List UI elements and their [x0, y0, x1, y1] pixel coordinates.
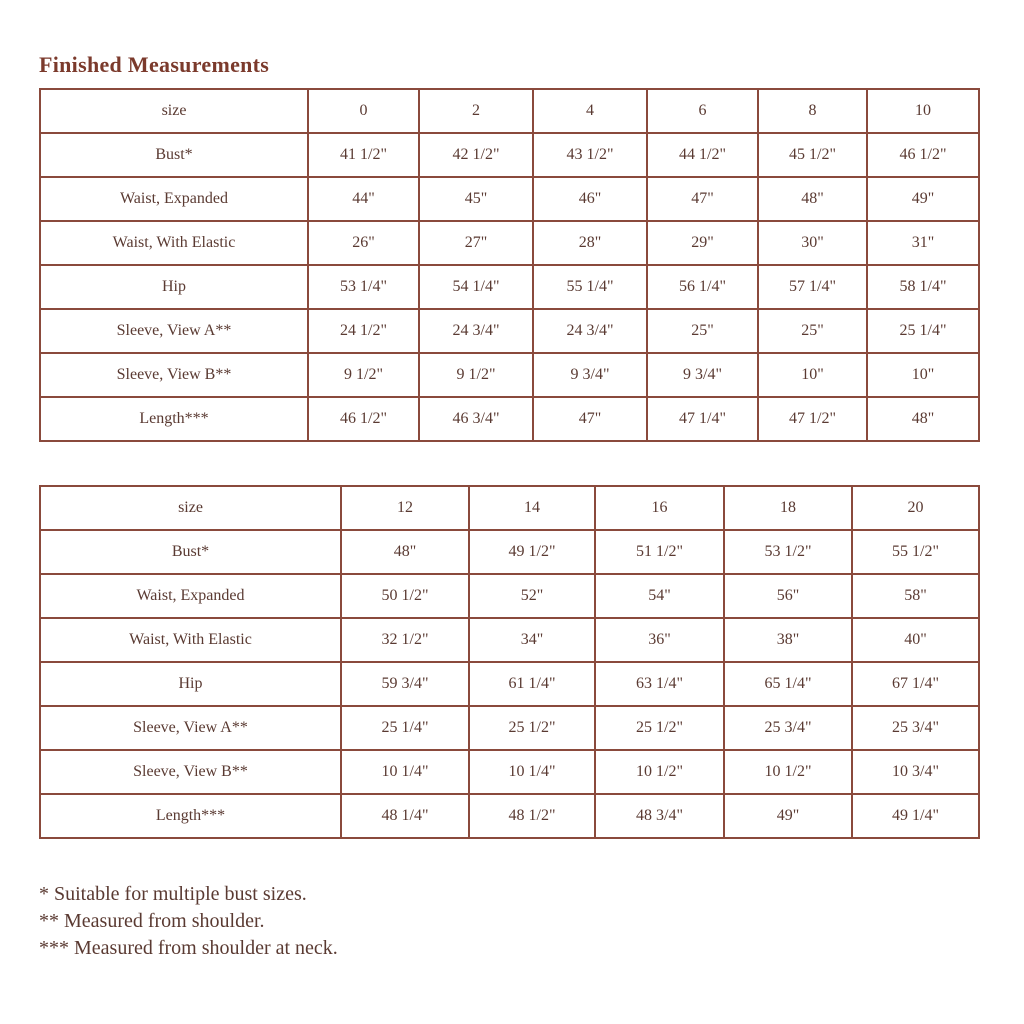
- table-row: [40, 265, 979, 309]
- measurements-table-2: [39, 485, 980, 839]
- table-row: [40, 530, 979, 574]
- measurement-value-cell: 48": [867, 397, 979, 441]
- measurement-label-cell: Sleeve, View B**: [40, 353, 308, 397]
- measurement-value-cell: 38": [724, 618, 852, 662]
- measurements-table-1: [39, 88, 980, 442]
- footnote-length: *** Measured from shoulder at neck.: [39, 937, 338, 959]
- measurement-value-cell: 47": [533, 397, 647, 441]
- measurement-value-cell: 56": [724, 574, 852, 618]
- measurement-value-cell: 32 1/2": [341, 618, 469, 662]
- measurement-value-cell: 54": [595, 574, 724, 618]
- measurement-value-cell: 24 3/4": [419, 309, 533, 353]
- measurement-value-cell: 46 1/2": [867, 133, 979, 177]
- table-header-row: [40, 486, 979, 530]
- measurement-label-cell: Bust*: [40, 530, 341, 574]
- size-header-cell: 10: [867, 89, 979, 133]
- measurement-value-cell: 49": [724, 794, 852, 838]
- table-header-row: [40, 89, 979, 133]
- measurement-label-cell: Sleeve, View A**: [40, 706, 341, 750]
- size-header-cell: 0: [308, 89, 419, 133]
- size-header-cell: 8: [758, 89, 867, 133]
- measurement-value-cell: 25 3/4": [852, 706, 979, 750]
- measurement-value-cell: 48 1/2": [469, 794, 595, 838]
- measurement-value-cell: 25 1/2": [469, 706, 595, 750]
- size-header-cell: 2: [419, 89, 533, 133]
- measurement-label-cell: Waist, With Elastic: [40, 618, 341, 662]
- table-row: [40, 750, 979, 794]
- row-label-cell: size: [40, 486, 341, 530]
- measurement-value-cell: 58": [852, 574, 979, 618]
- measurement-value-cell: 47 1/4": [647, 397, 758, 441]
- footnotes: [39, 881, 338, 962]
- measurement-value-cell: 9 3/4": [647, 353, 758, 397]
- measurement-value-cell: 40": [852, 618, 979, 662]
- measurement-label-cell: Hip: [40, 265, 308, 309]
- measurement-label-cell: Waist, Expanded: [40, 574, 341, 618]
- measurement-value-cell: 25 3/4": [724, 706, 852, 750]
- size-header-cell: 12: [341, 486, 469, 530]
- measurement-value-cell: 26": [308, 221, 419, 265]
- size-header-cell: 18: [724, 486, 852, 530]
- measurement-value-cell: 10": [758, 353, 867, 397]
- measurement-value-cell: 27": [419, 221, 533, 265]
- measurement-value-cell: 67 1/4": [852, 662, 979, 706]
- measurement-value-cell: 45 1/2": [758, 133, 867, 177]
- measurement-value-cell: 24 1/2": [308, 309, 419, 353]
- measurement-value-cell: 41 1/2": [308, 133, 419, 177]
- table-row: [40, 574, 979, 618]
- table-row: [40, 177, 979, 221]
- measurement-value-cell: 57 1/4": [758, 265, 867, 309]
- measurement-value-cell: 31": [867, 221, 979, 265]
- measurement-value-cell: 46": [533, 177, 647, 221]
- measurement-label-cell: Sleeve, View B**: [40, 750, 341, 794]
- measurement-value-cell: 9 1/2": [419, 353, 533, 397]
- measurement-value-cell: 52": [469, 574, 595, 618]
- measurement-value-cell: 47 1/2": [758, 397, 867, 441]
- table-row: [40, 397, 979, 441]
- measurement-label-cell: Length***: [40, 794, 341, 838]
- size-header-cell: 20: [852, 486, 979, 530]
- measurement-value-cell: 25": [758, 309, 867, 353]
- measurement-value-cell: 29": [647, 221, 758, 265]
- page-title: Finished Measurements: [39, 52, 270, 77]
- measurement-value-cell: 49 1/4": [852, 794, 979, 838]
- measurement-value-cell: 25 1/2": [595, 706, 724, 750]
- measurement-value-cell: 50 1/2": [341, 574, 469, 618]
- table-row: [40, 706, 979, 750]
- measurement-value-cell: 55 1/2": [852, 530, 979, 574]
- measurement-value-cell: 25 1/4": [341, 706, 469, 750]
- measurement-label-cell: Waist, With Elastic: [40, 221, 308, 265]
- measurement-value-cell: 47": [647, 177, 758, 221]
- footnote-sleeve: ** Measured from shoulder.: [39, 910, 265, 932]
- table-row: [40, 618, 979, 662]
- measurement-value-cell: 10 1/4": [341, 750, 469, 794]
- measurement-value-cell: 10": [867, 353, 979, 397]
- measurement-label-cell: Length***: [40, 397, 308, 441]
- measurement-value-cell: 56 1/4": [647, 265, 758, 309]
- measurement-value-cell: 48": [758, 177, 867, 221]
- size-header-cell: 14: [469, 486, 595, 530]
- measurement-value-cell: 36": [595, 618, 724, 662]
- measurement-value-cell: 34": [469, 618, 595, 662]
- measurement-value-cell: 44 1/2": [647, 133, 758, 177]
- measurement-value-cell: 45": [419, 177, 533, 221]
- size-header-cell: 4: [533, 89, 647, 133]
- measurement-value-cell: 10 3/4": [852, 750, 979, 794]
- table-row: [40, 133, 979, 177]
- measurement-value-cell: 54 1/4": [419, 265, 533, 309]
- measurement-value-cell: 25": [647, 309, 758, 353]
- footnote-bust: * Suitable for multiple bust sizes.: [39, 883, 307, 905]
- measurement-label-cell: Sleeve, View A**: [40, 309, 308, 353]
- table-row: [40, 353, 979, 397]
- measurement-value-cell: 49": [867, 177, 979, 221]
- measurement-value-cell: 28": [533, 221, 647, 265]
- measurement-value-cell: 59 3/4": [341, 662, 469, 706]
- measurement-value-cell: 9 3/4": [533, 353, 647, 397]
- row-label-cell: size: [40, 89, 308, 133]
- measurement-value-cell: 43 1/2": [533, 133, 647, 177]
- measurement-value-cell: 58 1/4": [867, 265, 979, 309]
- measurement-value-cell: 48": [341, 530, 469, 574]
- measurement-value-cell: 53 1/4": [308, 265, 419, 309]
- measurement-value-cell: 46 3/4": [419, 397, 533, 441]
- measurement-value-cell: 53 1/2": [724, 530, 852, 574]
- table-row: [40, 221, 979, 265]
- table-row: [40, 662, 979, 706]
- measurement-value-cell: 10 1/4": [469, 750, 595, 794]
- table-row: [40, 794, 979, 838]
- measurement-value-cell: 51 1/2": [595, 530, 724, 574]
- measurement-value-cell: 24 3/4": [533, 309, 647, 353]
- measurement-value-cell: 63 1/4": [595, 662, 724, 706]
- measurement-label-cell: Bust*: [40, 133, 308, 177]
- measurement-value-cell: 46 1/2": [308, 397, 419, 441]
- measurement-value-cell: 10 1/2": [724, 750, 852, 794]
- measurement-value-cell: 44": [308, 177, 419, 221]
- measurement-value-cell: 10 1/2": [595, 750, 724, 794]
- size-header-cell: 6: [647, 89, 758, 133]
- measurement-value-cell: 65 1/4": [724, 662, 852, 706]
- table-row: [40, 309, 979, 353]
- measurement-value-cell: 30": [758, 221, 867, 265]
- measurement-value-cell: 49 1/2": [469, 530, 595, 574]
- measurement-value-cell: 25 1/4": [867, 309, 979, 353]
- measurement-value-cell: 48 1/4": [341, 794, 469, 838]
- measurement-label-cell: Hip: [40, 662, 341, 706]
- measurement-value-cell: 55 1/4": [533, 265, 647, 309]
- measurement-value-cell: 42 1/2": [419, 133, 533, 177]
- measurement-value-cell: 9 1/2": [308, 353, 419, 397]
- measurement-value-cell: 48 3/4": [595, 794, 724, 838]
- measurement-value-cell: 61 1/4": [469, 662, 595, 706]
- measurement-label-cell: Waist, Expanded: [40, 177, 308, 221]
- size-header-cell: 16: [595, 486, 724, 530]
